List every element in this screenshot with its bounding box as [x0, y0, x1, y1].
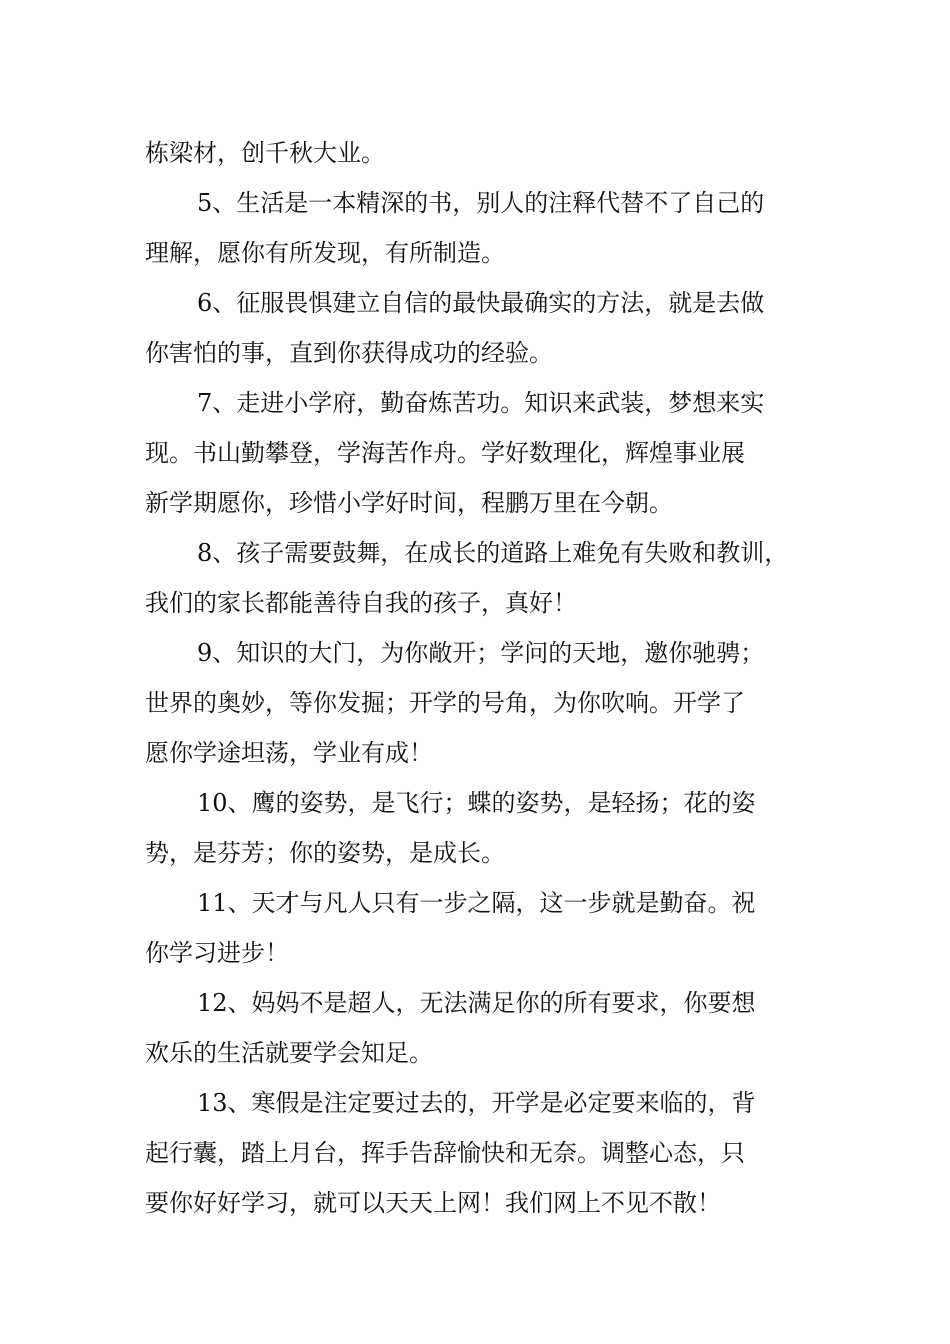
paragraph-4-tail — [145, 128, 810, 178]
text-line: 新学期愿你，珍惜小学好时间，程鹏万里在今朝。 — [145, 489, 673, 517]
paragraph-7 — [145, 378, 810, 528]
paragraph-13 — [145, 1078, 810, 1228]
text-line: 8、孩子需要鼓舞，在成长的道路上难免有失败和教训， — [197, 539, 789, 567]
text-line: 起行囊，踏上月台，挥手告辞愉快和无奈。调整心态，只 — [145, 1139, 745, 1167]
text-line: 6、征服畏惧建立自信的最快最确实的方法，就是去做 — [197, 289, 765, 317]
text-line: 要你好好学习，就可以天天上网！我们网上不见不散！ — [145, 1189, 721, 1217]
text-line: 你学习进步！ — [145, 939, 289, 967]
text-line: 理解，愿你有所发现，有所制造。 — [145, 239, 505, 267]
text-line: 5、生活是一本精深的书，别人的注释代替不了自己的 — [197, 189, 765, 217]
text-line: 现。书山勤攀登，学海苦作舟。学好数理化，辉煌事业展 — [145, 439, 745, 467]
text-line: 世界的奥妙，等你发掘；开学的号角，为你吹响。开学了 — [145, 689, 745, 717]
text-line: 9、知识的大门，为你敞开；学问的天地，邀你驰骋； — [197, 639, 765, 667]
text-line: 11、天才与凡人只有一步之隔，这一步就是勤奋。祝 — [197, 889, 756, 917]
text-line: 12、妈妈不是超人，无法满足你的所有要求，你要想 — [197, 989, 756, 1017]
text-line: 你害怕的事，直到你获得成功的经验。 — [145, 339, 553, 367]
text-line: 7、走进小学府，勤奋炼苦功。知识来武装，梦想来实 — [197, 389, 765, 417]
text-line: 13、寒假是注定要过去的，开学是必定要来临的，背 — [197, 1089, 756, 1117]
text-line: 我们的家长都能善待自我的孩子，真好！ — [145, 589, 577, 617]
paragraph-12 — [145, 978, 810, 1078]
text-line: 栋梁材，创千秋大业。 — [145, 139, 385, 167]
document-body — [145, 128, 810, 1228]
paragraph-5 — [145, 178, 810, 278]
text-line: 势，是芬芳；你的姿势，是成长。 — [145, 839, 505, 867]
paragraph-11 — [145, 878, 810, 978]
text-line: 欢乐的生活就要学会知足。 — [145, 1039, 433, 1067]
paragraph-10 — [145, 778, 810, 878]
text-line: 愿你学途坦荡，学业有成！ — [145, 739, 433, 767]
text-line: 10、鹰的姿势，是飞行；蝶的姿势，是轻扬；花的姿 — [197, 789, 756, 817]
paragraph-6 — [145, 278, 810, 378]
paragraph-9 — [145, 628, 810, 778]
paragraph-8 — [145, 528, 810, 628]
